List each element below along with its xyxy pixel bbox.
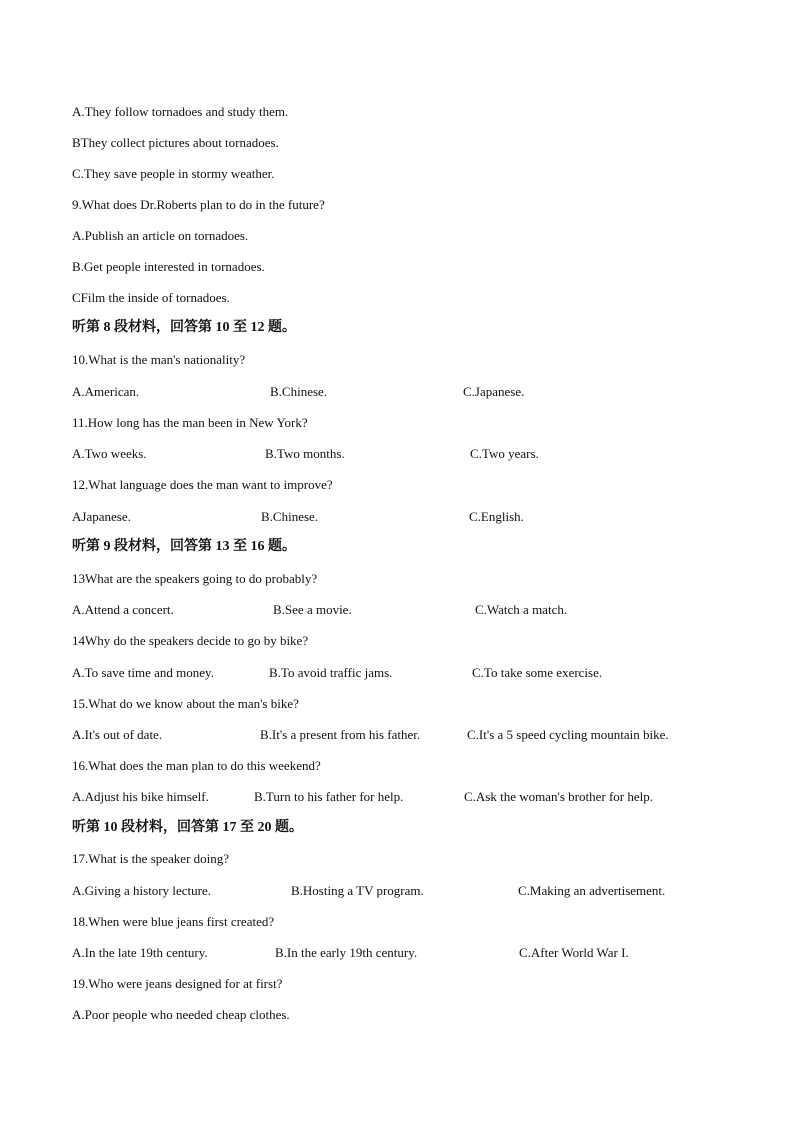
q13-option-c: C.Watch a match. bbox=[475, 602, 568, 617]
section-9-header: 听第 9 段材料，回答第 13 至 16 题。 bbox=[72, 539, 296, 554]
q16-option-a: A.Adjust his bike himself. bbox=[72, 789, 209, 804]
q17-option-b: B.Hosting a TV program. bbox=[291, 883, 424, 898]
q8-option-a: A.They follow tornadoes and study them. bbox=[72, 104, 289, 119]
q10-option-a: A.American. bbox=[72, 384, 140, 399]
q16-option-b: B.Turn to his father for help. bbox=[254, 789, 404, 804]
q11-option-c: C.Two years. bbox=[470, 446, 539, 461]
q14-option-b: B.To avoid traffic jams. bbox=[269, 665, 393, 680]
q18-option-a: A.In the late 19th century. bbox=[72, 945, 208, 960]
q12-question: 12.What language does the man want to improve? bbox=[72, 477, 333, 492]
q17-option-a: A.Giving a history lecture. bbox=[72, 883, 211, 898]
section-8-header: 听第 8 段材料，回答第 10 至 12 题。 bbox=[72, 320, 296, 335]
q14-option-c: C.To take some exercise. bbox=[472, 665, 603, 680]
q10-option-b: B.Chinese. bbox=[270, 384, 328, 399]
q19-question: 19.Who were jeans designed for at first? bbox=[72, 976, 283, 991]
q15-option-c: C.It's a 5 speed cycling mountain bike. bbox=[467, 727, 669, 742]
q18-option-b: B.In the early 19th century. bbox=[275, 945, 418, 960]
q11-option-a: A.Two weeks. bbox=[72, 446, 147, 461]
q11-option-b: B.Two months. bbox=[265, 446, 345, 461]
q12-option-b: B.Chinese. bbox=[261, 509, 319, 524]
q8-option-c: C.They save people in stormy weather. bbox=[72, 166, 275, 181]
q17-question: 17.What is the speaker doing? bbox=[72, 851, 230, 866]
q9-option-c: CFilm the inside of tornadoes. bbox=[72, 290, 230, 305]
q18-option-c: C.After World War I. bbox=[519, 945, 629, 960]
q9-option-a: A.Publish an article on tornadoes. bbox=[72, 228, 249, 243]
q18-question: 18.When were blue jeans first created? bbox=[72, 914, 275, 929]
q11-question: 11.How long has the man been in New York? bbox=[72, 415, 308, 430]
q13-option-b: B.See a movie. bbox=[273, 602, 352, 617]
q8-option-b: BThey collect pictures about tornadoes. bbox=[72, 135, 279, 150]
q16-option-c: C.Ask the woman's brother for help. bbox=[464, 789, 654, 804]
q10-option-c: C.Japanese. bbox=[463, 384, 525, 399]
section-10-header: 听第 10 段材料，回答第 17 至 20 题。 bbox=[72, 820, 303, 835]
q9-option-b: B.Get people interested in tornadoes. bbox=[72, 259, 265, 274]
q12-option-a: AJapanese. bbox=[72, 509, 131, 524]
q19-option-a: A.Poor people who needed cheap clothes. bbox=[72, 1007, 290, 1022]
q15-question: 15.What do we know about the man's bike? bbox=[72, 696, 299, 711]
q15-option-b: B.It's a present from his father. bbox=[260, 727, 421, 742]
q14-question: 14Why do the speakers decide to go by bike? bbox=[72, 633, 309, 648]
q13-question: 13What are the speakers going to do probably? bbox=[72, 571, 318, 586]
q10-question: 10.What is the man's nationality? bbox=[72, 352, 246, 367]
q16-question: 16.What does the man plan to do this weekend? bbox=[72, 758, 321, 773]
q9-question: 9.What does Dr.Roberts plan to do in the future? bbox=[72, 197, 325, 212]
q17-option-c: C.Making an advertisement. bbox=[518, 883, 666, 898]
q14-option-a: A.To save time and money. bbox=[72, 665, 214, 680]
q12-option-c: C.English. bbox=[469, 509, 524, 524]
q13-option-a: A.Attend a concert. bbox=[72, 602, 174, 617]
q15-option-a: A.It's out of date. bbox=[72, 727, 163, 742]
